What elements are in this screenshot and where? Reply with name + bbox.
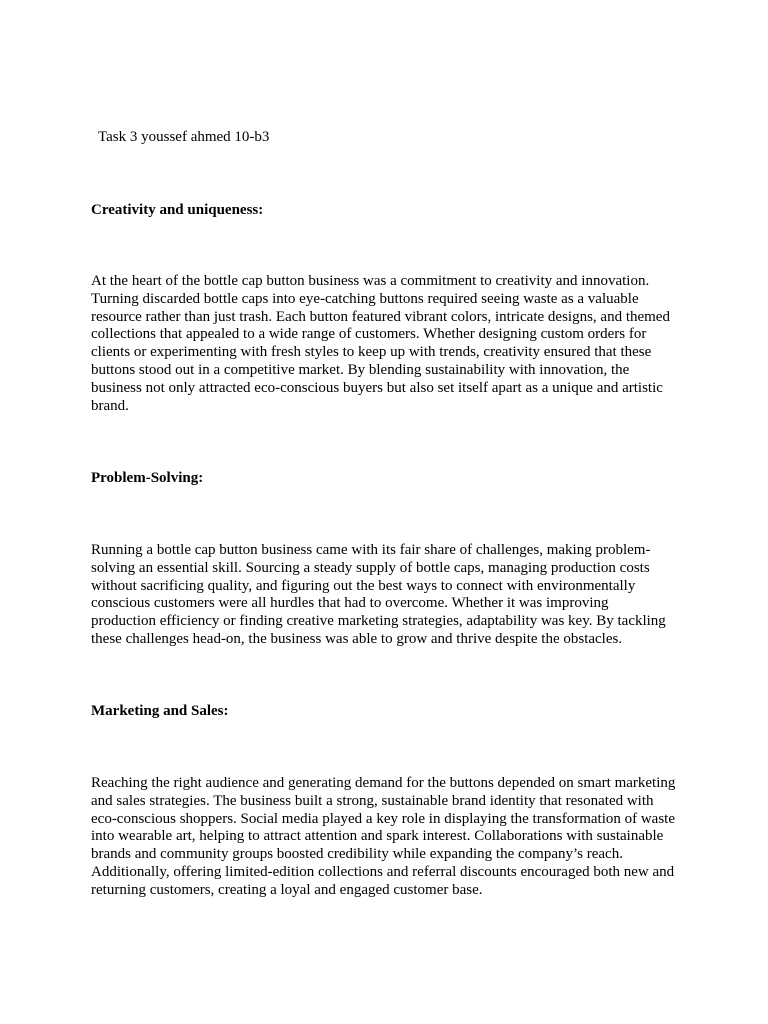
paragraph-line: without sacrificing quality, and figuring out the best ways to connect with environmentally: [91, 577, 636, 594]
paragraph-line: brands and community groups boosted credibility while expanding the company’s reach.: [91, 846, 623, 863]
paragraph-line: Turning discarded bottle caps into eye-catching buttons required seeing waste as a valuable: [91, 290, 639, 307]
paragraph-line: Reaching the right audience and generating demand for the buttons depended on smart marketing: [91, 775, 676, 791]
paragraph-line: Additionally, offering limited-edition collections and referral discounts encouraged both new and: [91, 863, 675, 880]
document-title: Task 3 youssef ahmed 10-b3: [98, 129, 270, 145]
paragraph-line: business not only attracted eco-conscious buyers but also set itself apart as a unique and artistic: [91, 379, 663, 396]
paragraph-line: resource rather than just trash. Each button featured vibrant colors, intricate designs, and themed: [91, 308, 670, 325]
paragraph-line: these challenges head-on, the business was able to grow and thrive despite the obstacles.: [91, 630, 623, 647]
paragraph-line: At the heart of the bottle cap button business was a commitment to creativity and innovation.: [91, 273, 650, 289]
paragraph-line: brand.: [91, 397, 129, 414]
section-heading-problem-solving: Problem-Solving:: [91, 470, 204, 486]
paragraph-line: eco-conscious shoppers. Social media played a key role in displaying the transformation of waste: [91, 810, 676, 827]
section-paragraph-marketing-sales: [91, 775, 681, 900]
section-paragraph-problem-solving: [91, 542, 681, 649]
paragraph-line: collections that appealed to a wide range of customers. Whether designing custom orders for: [91, 326, 647, 343]
paragraph-line: and sales strategies. The business built a strong, sustainable brand identity that resonated with: [91, 792, 654, 809]
paragraph-line: Running a bottle cap button business came with its fair share of challenges, making problem-: [91, 542, 651, 558]
section-heading-creativity: Creativity and uniqueness:: [91, 202, 264, 218]
paragraph-line: clients or experimenting with fresh styles to keep up with trends, creativity ensured that these: [91, 344, 652, 361]
section-paragraph-creativity: [91, 273, 681, 415]
paragraph-line: buttons stood out in a competitive market. By blending sustainability with innovation, the: [91, 361, 630, 378]
paragraph-line: production efficiency or finding creative marketing strategies, adaptability was key. By tackling: [91, 613, 666, 630]
paragraph-line: solving an essential skill. Sourcing a steady supply of bottle caps, managing production costs: [91, 559, 650, 576]
paragraph-line: returning customers, creating a loyal and engaged customer base.: [91, 881, 483, 898]
section-heading-marketing-sales: Marketing and Sales:: [91, 703, 229, 719]
paragraph-line: conscious customers were all hurdles that had to overcome. Whether it was improving: [91, 595, 609, 612]
paragraph-line: into wearable art, helping to attract attention and spark interest. Collaborations with sustainable: [91, 828, 664, 845]
